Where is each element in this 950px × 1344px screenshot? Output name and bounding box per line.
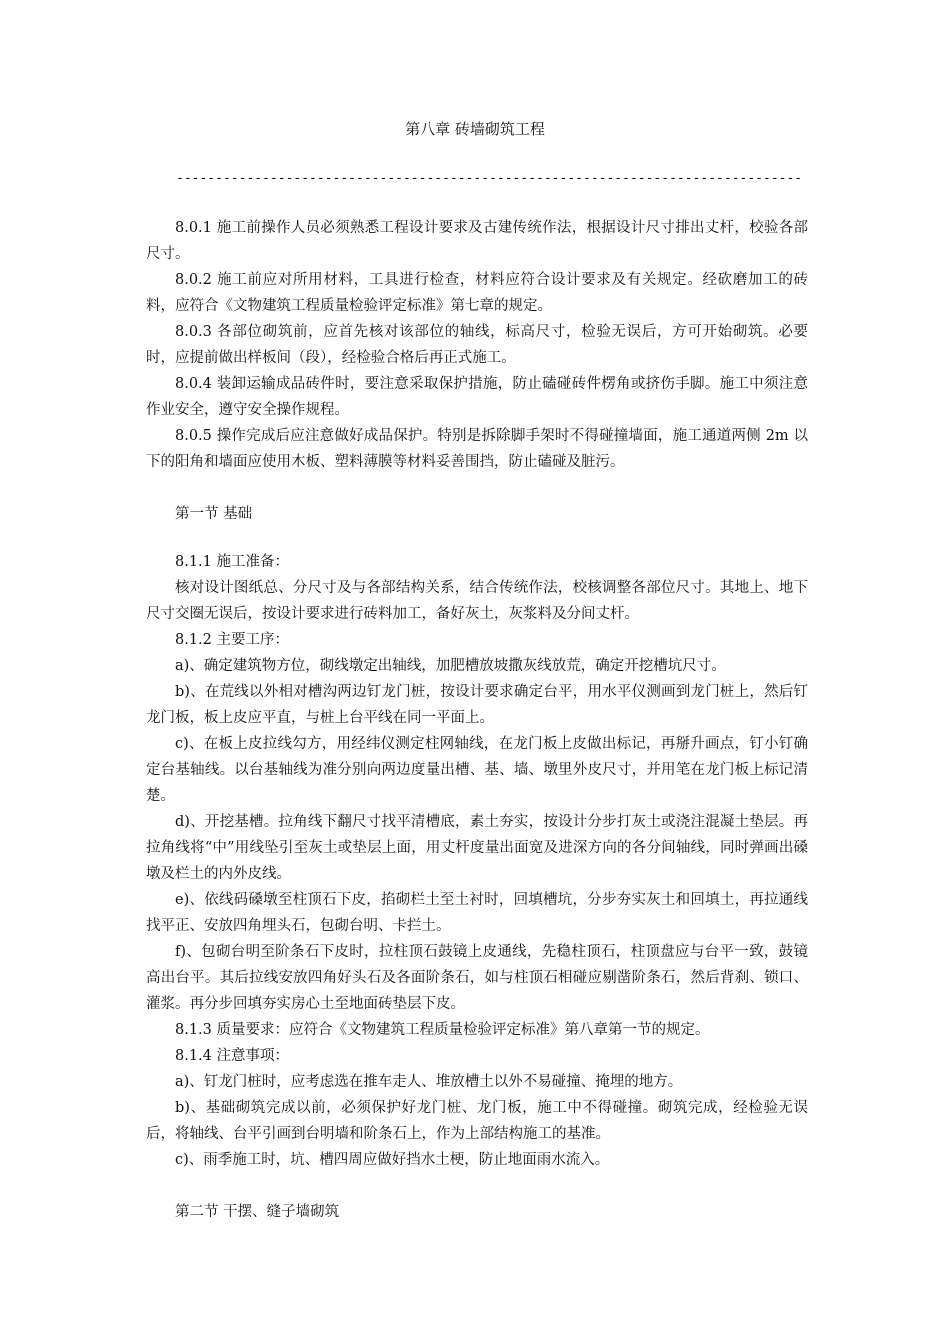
paragraph-8-1-4: 8.1.4 注意事项：: [175, 1048, 290, 1064]
paragraph-8-0-5: 8.0.5 操作完成后应注意做好成品保护。特别是拆除脚手架时不得碰撞墙面，施工通道两侧 2m 以下的阳角和墙面应使用木板、塑料薄膜等材料妥善围挡，防止磕碰及脏污。: [146, 428, 808, 470]
paragraph-note-a: a)、钉龙门桩时，应考虑选在推车走人、堆放槽土以外不易碰撞、掩埋的地方。: [175, 1074, 683, 1090]
paragraph-note-b: b)、基础砌筑完成以前，必须保护好龙门桩、龙门板，施工中不得碰撞。砌筑完成，经检验无误后，将轴线、台平引画到台明墙和阶条石上，作为上部结构施工的基准。: [146, 1100, 808, 1142]
document-body: [146, 215, 808, 1225]
paragraph-step-a: a)、确定建筑物方位，砌线墩定出轴线，加肥槽放坡撒灰线放荒，确定开挖槽坑尺寸。: [175, 658, 726, 674]
paragraph-note-c: c)、雨季施工时，坑、槽四周应做好挡水土梗，防止地面雨水流入。: [175, 1152, 610, 1168]
paragraph-8-0-1: 8.0.1 施工前操作人员必须熟悉工程设计要求及古建传统作法，根据设计尺寸排出丈杆，校验各部尺寸。: [146, 220, 808, 262]
paragraph-8-1-3: 8.1.3 质量要求：应符合《文物建筑工程质量检验评定标准》第八章第一节的规定。: [175, 1022, 710, 1038]
paragraph-8-1-2: 8.1.2 主要工序：: [175, 632, 290, 648]
chapter-title: 第八章 砖墙砌筑工程: [405, 120, 545, 138]
paragraph-8-1-1: 8.1.1 施工准备：: [175, 554, 290, 570]
section-1-title: 第一节 基础: [175, 506, 253, 522]
section-2-title: 第二节 干摆、缝子墙砌筑: [175, 1204, 340, 1220]
paragraph-step-f: f)、包砌台明至阶条石下皮时，拉柱顶石鼓镜上皮通线，先稳柱顶石，柱顶盘应与台平一致，鼓镜高出台平。其后拉线安放四角好头石及各面阶条石，如与柱顶石相碰应剔凿阶条石，然后背刹、锁口、灌浆。再分步回填夯实房心土至地面砖垫层下皮。: [146, 944, 808, 1012]
paragraph-step-c: c)、在板上皮拉线勾方，用经纬仪测定柱网轴线，在龙门板上皮做出标记，再掰升画点，钉小钉确定台基轴线。以台基轴线为准分别向两边度量出槽、基、墙、墩里外皮尺寸，并用笔在龙门板上标记清楚。: [146, 736, 808, 804]
paragraph-step-d: d)、开挖基槽。拉角线下翻尺寸找平清槽底，素土夯实，按设计分步打灰土或浇注混凝土垫层。再拉角线将“中”用线坠引至灰土或垫层上面，用丈杆度量出面宽及进深方向的各分间轴线，同时弹画出磉墩及栏土的内外皮线。: [146, 814, 808, 882]
paragraph-8-0-3: 8.0.3 各部位砌筑前，应首先核对该部位的轴线，标高尺寸，检验无误后，方可开始砌筑。必要时，应提前做出样板间（段），经检验合格后再正式施工。: [146, 324, 808, 366]
separator-line: --------------------------------------------------------------------------------: [176, 171, 803, 186]
paragraph-step-b: b)、在荒线以外相对槽沟两边钉龙门桩，按设计要求确定台平，用水平仪测画到龙门桩上，然后钉龙门板，板上皮应平直，与桩上台平线在同一平面上。: [146, 684, 808, 726]
paragraph-8-0-4: 8.0.4 装卸运输成品砖件时，要注意采取保护措施，防止磕碰砖件楞角或挤伤手脚。施工中须注意作业安全，遵守安全操作规程。: [146, 376, 808, 418]
paragraph-prep: 核对设计图纸总、分尺寸及与各部结构关系，结合传统作法，校核调整各部位尺寸。其地上、地下尺寸交圈无误后，按设计要求进行砖料加工，备好灰土，灰浆料及分间丈杆。: [146, 580, 808, 622]
paragraph-8-0-2: 8.0.2 施工前应对所用材料，工具进行检查，材料应符合设计要求及有关规定。经砍磨加工的砖料，应符合《文物建筑工程质量检验评定标准》第七章的规定。: [146, 272, 808, 314]
paragraph-step-e: e)、依线码磉墩至柱顶石下皮，掐砌栏土至土衬时，回填槽坑，分步夯实灰土和回填土，再拉通线找平正、安放四角埋头石，包砌台明、卡拦土。: [146, 892, 808, 934]
